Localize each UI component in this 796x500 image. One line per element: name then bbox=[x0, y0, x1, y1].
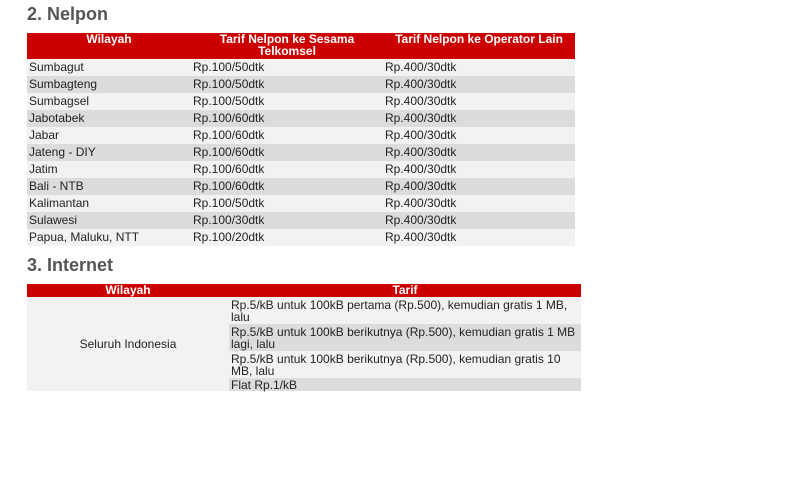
table-row bbox=[27, 144, 575, 161]
cell-region: Sulawesi bbox=[27, 212, 191, 229]
cell-tarif-operator-lain: Rp.400/30dtk bbox=[383, 229, 575, 246]
table-row bbox=[27, 93, 575, 110]
cell-tarif-operator-lain: Rp.400/30dtk bbox=[383, 127, 575, 144]
table-row bbox=[27, 212, 575, 229]
nelpon-tariff-table bbox=[27, 33, 575, 246]
cell-region: Kalimantan bbox=[27, 195, 191, 212]
cell-tarif: Rp.5/kB untuk 100kB berikutnya (Rp.500), kemudian gratis 1 MB lagi, lalu bbox=[229, 324, 581, 351]
cell-tarif-sesama: Rp.100/60dtk bbox=[191, 144, 383, 161]
cell-tarif: Rp.5/kB untuk 100kB berikutnya (Rp.500), kemudian gratis 10 MB, lalu bbox=[229, 351, 581, 378]
cell-tarif: Rp.5/kB untuk 100kB pertama (Rp.500), kemudian gratis 1 MB, lalu bbox=[229, 297, 581, 324]
cell-tarif-operator-lain: Rp.400/30dtk bbox=[383, 178, 575, 195]
table-row bbox=[27, 297, 581, 324]
cell-tarif-sesama: Rp.100/50dtk bbox=[191, 93, 383, 110]
cell-tarif-sesama: Rp.100/50dtk bbox=[191, 195, 383, 212]
cell-region: Bali - NTB bbox=[27, 178, 191, 195]
cell-region: Jabotabek bbox=[27, 110, 191, 127]
cell-tarif-operator-lain: Rp.400/30dtk bbox=[383, 212, 575, 229]
cell-tarif-operator-lain: Rp.400/30dtk bbox=[383, 161, 575, 178]
table-header-row bbox=[27, 284, 581, 297]
column-header-wilayah: Wilayah bbox=[27, 284, 229, 297]
column-header-tarif-sesama: Tarif Nelpon ke Sesama Telkomsel bbox=[191, 33, 383, 59]
cell-region: Jabar bbox=[27, 127, 191, 144]
cell-tarif-sesama: Rp.100/60dtk bbox=[191, 110, 383, 127]
cell-region: Papua, Maluku, NTT bbox=[27, 229, 191, 246]
table-row bbox=[27, 127, 575, 144]
cell-tarif-sesama: Rp.100/60dtk bbox=[191, 127, 383, 144]
table-row bbox=[27, 178, 575, 195]
table-row bbox=[27, 110, 575, 127]
table-row bbox=[27, 76, 575, 93]
column-header-tarif: Tarif bbox=[229, 284, 581, 297]
cell-region: Sumbagteng bbox=[27, 76, 191, 93]
cell-tarif-sesama: Rp.100/60dtk bbox=[191, 178, 383, 195]
table-header-row bbox=[27, 33, 575, 59]
cell-tarif-operator-lain: Rp.400/30dtk bbox=[383, 195, 575, 212]
column-header-tarif-operator-lain: Tarif Nelpon ke Operator Lain bbox=[383, 33, 575, 59]
cell-tarif-operator-lain: Rp.400/30dtk bbox=[383, 76, 575, 93]
internet-section-title: 3. Internet bbox=[27, 255, 114, 275]
cell-region: Sumbagut bbox=[27, 59, 191, 76]
table-row bbox=[27, 161, 575, 178]
cell-tarif-sesama: Rp.100/50dtk bbox=[191, 76, 383, 93]
table-row bbox=[27, 229, 575, 246]
table-row bbox=[27, 59, 575, 76]
cell-region: Sumbagsel bbox=[27, 93, 191, 110]
cell-tarif-sesama: Rp.100/60dtk bbox=[191, 161, 383, 178]
column-header-wilayah: Wilayah bbox=[27, 33, 191, 59]
cell-tarif-sesama: Rp.100/20dtk bbox=[191, 229, 383, 246]
cell-tarif: Flat Rp.1/kB bbox=[229, 378, 581, 391]
cell-tarif-operator-lain: Rp.400/30dtk bbox=[383, 93, 575, 110]
cell-tarif-sesama: Rp.100/50dtk bbox=[191, 59, 383, 76]
nelpon-section-title: 2. Nelpon bbox=[27, 4, 109, 24]
cell-region: Jatim bbox=[27, 161, 191, 178]
cell-tarif-sesama: Rp.100/30dtk bbox=[191, 212, 383, 229]
cell-tarif-operator-lain: Rp.400/30dtk bbox=[383, 59, 575, 76]
table-row bbox=[27, 195, 575, 212]
cell-tarif-operator-lain: Rp.400/30dtk bbox=[383, 110, 575, 127]
internet-tariff-table bbox=[27, 284, 581, 391]
cell-region: Jateng - DIY bbox=[27, 144, 191, 161]
cell-tarif-operator-lain: Rp.400/30dtk bbox=[383, 144, 575, 161]
cell-region: Seluruh Indonesia bbox=[27, 297, 229, 391]
